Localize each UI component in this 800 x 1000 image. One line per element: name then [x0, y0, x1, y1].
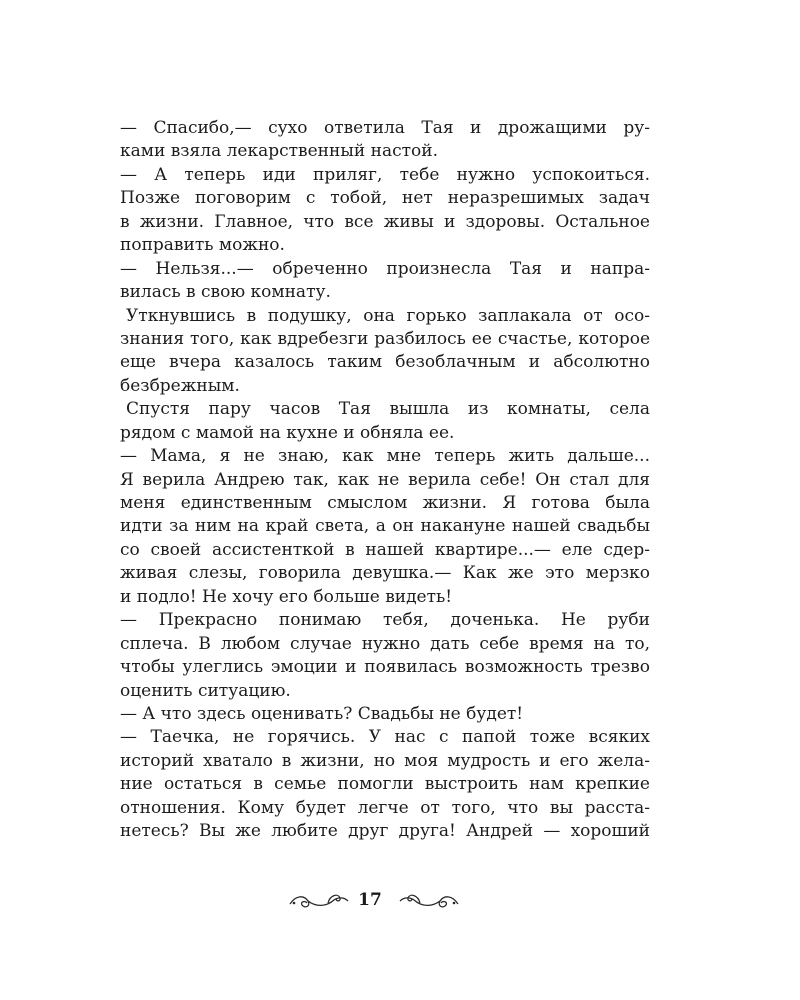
- text-line: поправить можно.: [120, 235, 285, 256]
- text-line: со своей ассистенткой в нашей квартире...— еле сдер-: [120, 539, 650, 560]
- text-line: — Нельзя...— обреченно произнесла Тая и напра-: [120, 258, 650, 279]
- text-line: Я верила Андрею так, как не верила себе! Он стал для: [120, 469, 650, 490]
- text-line: нетесь? Вы же любите друг друга! Андрей — хороший: [120, 821, 650, 842]
- page-footer: [0, 886, 800, 916]
- page-number: 17: [358, 890, 382, 910]
- text-line: — Спасибо,— сухо ответила Тая и дрожащими ру-: [120, 118, 650, 138]
- text-line: историй хватало в жизни, но моя мудрость и его жела-: [120, 750, 650, 771]
- text-line: — А теперь иди приляг, тебе нужно успокоиться.: [120, 164, 650, 185]
- text-line: еще вчера казалось таким безоблачным и абсолютно: [120, 352, 650, 373]
- text-line: ние остаться в семье помогли выстроить нам крепкие: [120, 774, 650, 795]
- text-line: рядом с мамой на кухне и обняла ее.: [120, 422, 455, 443]
- flourish-right-icon: [398, 889, 460, 913]
- text-line: Позже поговорим с тобой, нет неразрешимых задач: [120, 188, 650, 209]
- text-line: — Прекрасно понимаю тебя, доченька. Не руби: [120, 610, 650, 631]
- text-line: сплеча. В любом случае нужно дать себе время на то,: [120, 633, 650, 654]
- text-line: — Таечка, не горячись. У нас с папой тоже всяких: [120, 727, 650, 748]
- text-line: отношения. Кому будет легче от того, что вы расста-: [120, 797, 650, 818]
- text-line: живая слезы, говорила девушка.— Как же это мерзко: [120, 563, 650, 584]
- text-line: безбрежным.: [120, 375, 240, 396]
- text-line: знания того, как вдребезги разбилось ее счастье, которое: [120, 328, 650, 349]
- text-line: и подло! Не хочу его больше видеть!: [120, 586, 453, 607]
- text-line: ками взяла лекарственный настой.: [120, 141, 438, 162]
- text-line: — А что здесь оценивать? Свадьбы не будет!: [120, 703, 524, 724]
- text-line: — Мама, я не знаю, как мне теперь жить дальше...: [120, 446, 650, 467]
- text-line: вилась в свою комнату.: [120, 282, 331, 303]
- text-line: меня единственным смыслом жизни. Я готова была: [120, 493, 650, 513]
- text-line: в жизни. Главное, что все живы и здоровы. Остальное: [120, 211, 650, 232]
- body-text: [120, 117, 650, 844]
- text-line: чтобы улеглись эмоции и появилась возможность трезво: [120, 657, 650, 678]
- text-line: Уткнувшись в подушку, она горько заплакала от осо-: [126, 305, 650, 326]
- text-line: Спустя пару часов Тая вышла из комнаты, села: [126, 399, 650, 420]
- text-line: оценить ситуацию.: [120, 680, 291, 701]
- text-line: идти за ним на край света, а он накануне нашей свадьбы: [120, 516, 650, 537]
